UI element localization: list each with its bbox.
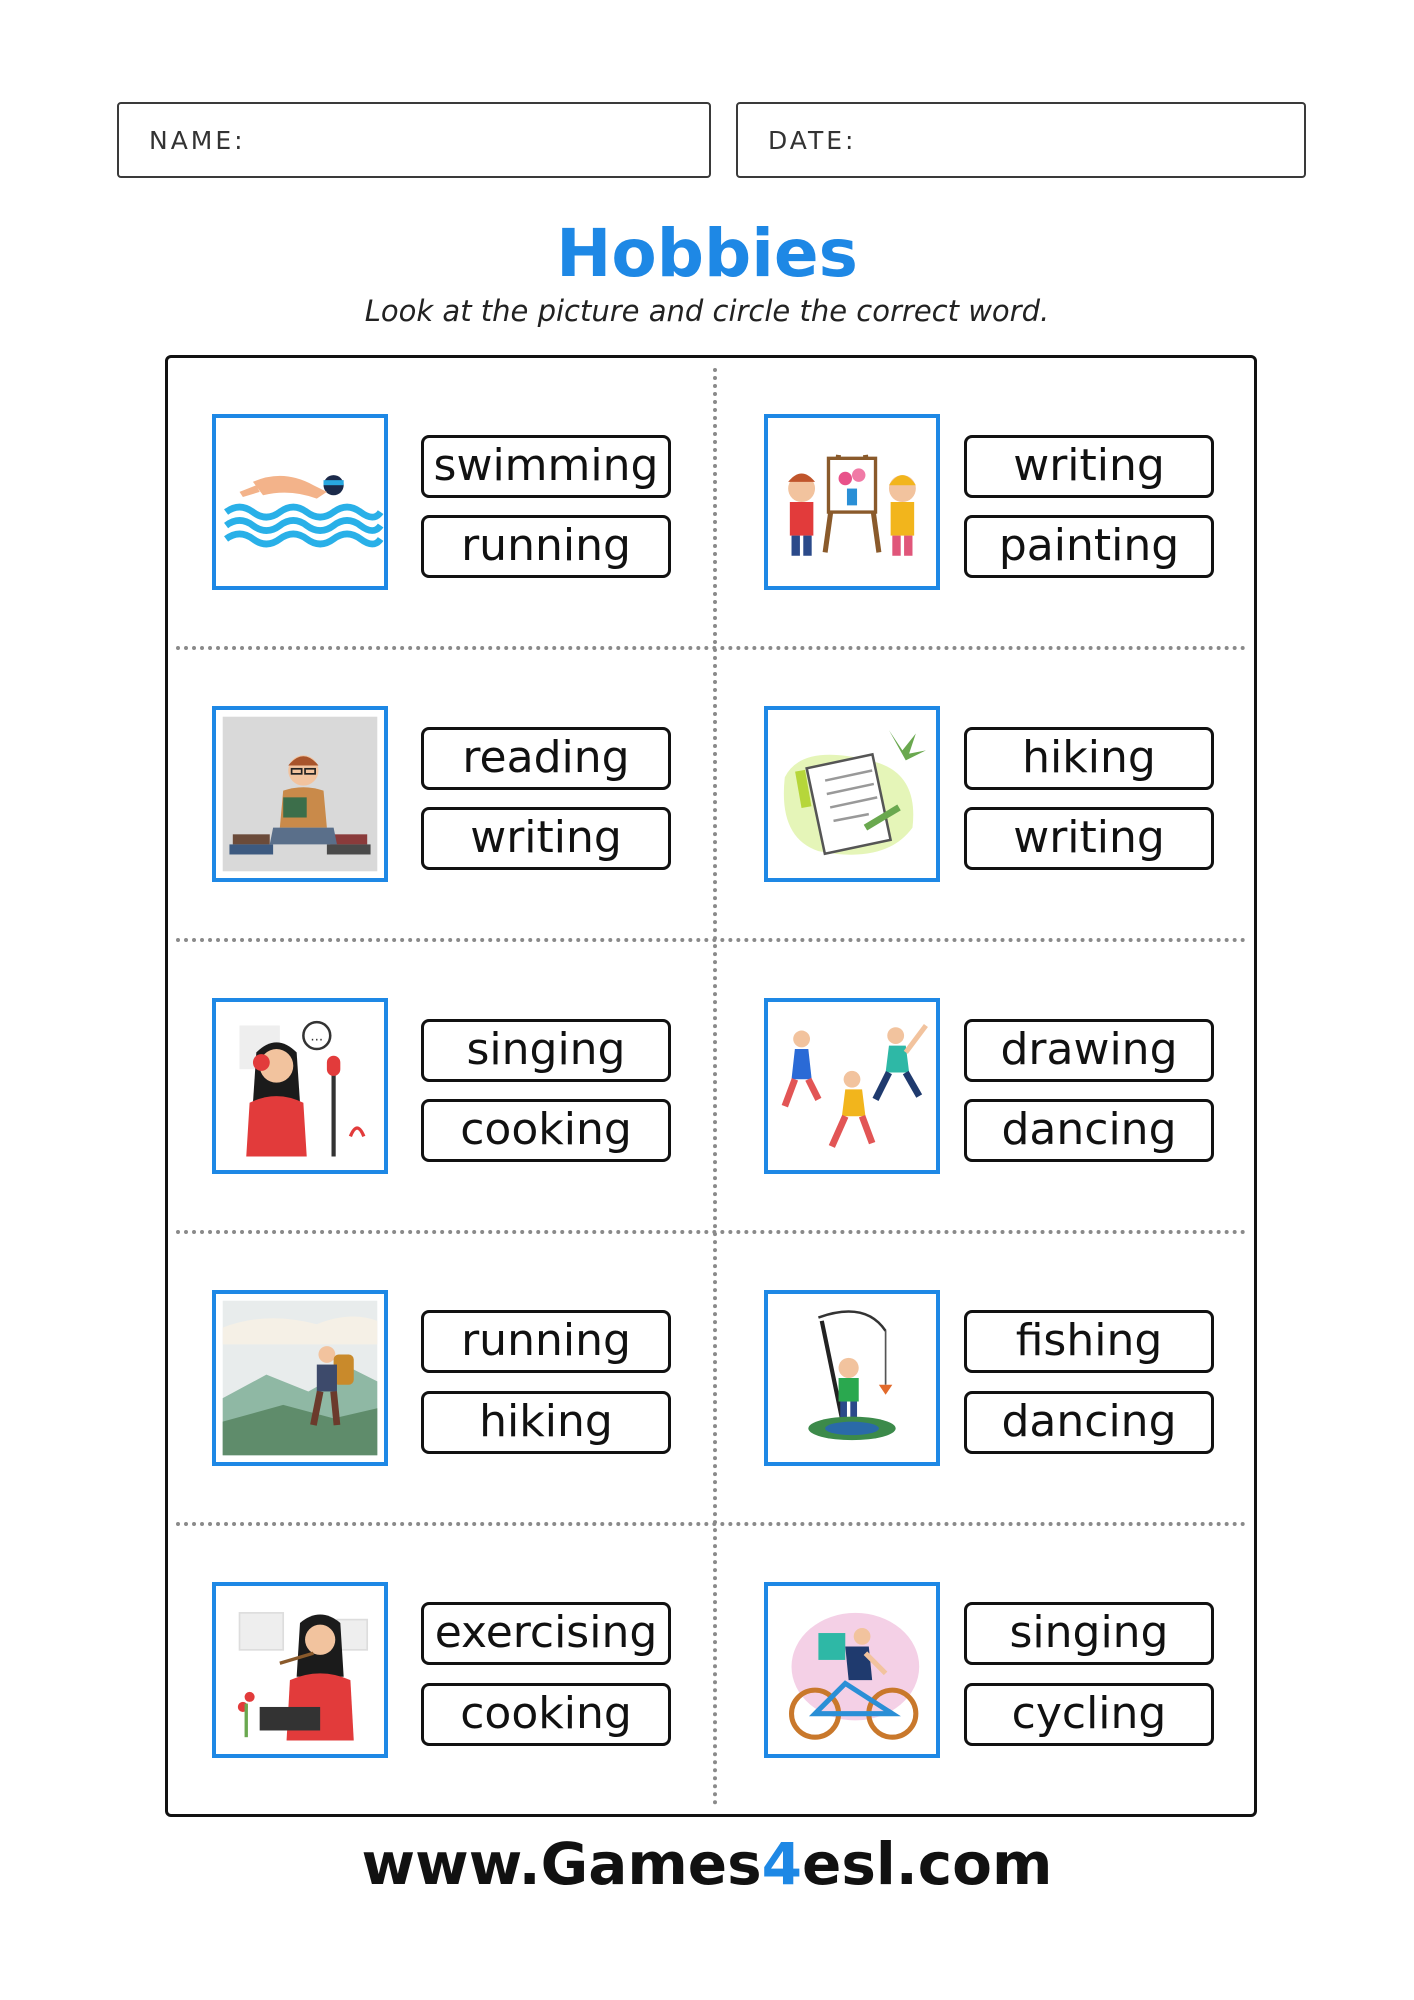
dancers-icon (764, 998, 940, 1174)
option-word[interactable]: dancing (964, 1099, 1214, 1162)
option-word[interactable]: cooking (421, 1683, 671, 1746)
option-word[interactable]: hiking (421, 1391, 671, 1454)
option-word[interactable]: fishing (964, 1310, 1214, 1373)
hiker-icon (212, 1290, 388, 1466)
footer-prefix: www.Games (361, 1830, 762, 1898)
option-word[interactable]: running (421, 1310, 671, 1373)
option-word[interactable]: hiking (964, 727, 1214, 790)
svg-text:...: ... (310, 1029, 324, 1045)
row-divider (176, 938, 1246, 942)
option-word[interactable]: exercising (421, 1602, 671, 1665)
option-word[interactable]: writing (964, 807, 1214, 870)
option-word[interactable]: reading (421, 727, 671, 790)
instructions: Look at the picture and circle the correct word. (364, 294, 1050, 328)
option-word[interactable]: drawing (964, 1019, 1214, 1082)
option-word[interactable]: singing (421, 1019, 671, 1082)
writing-notebook-icon (764, 706, 940, 882)
option-word[interactable]: writing (421, 807, 671, 870)
option-word[interactable]: cycling (964, 1683, 1214, 1746)
option-word[interactable]: writing (964, 435, 1214, 498)
date-field[interactable] (736, 102, 1306, 178)
vertical-divider (713, 368, 717, 1806)
row-divider (176, 1522, 1246, 1526)
option-word[interactable]: cooking (421, 1099, 671, 1162)
cyclist-icon (764, 1582, 940, 1758)
name-field[interactable] (117, 102, 711, 178)
option-word[interactable]: painting (964, 515, 1214, 578)
footer-number: 4 (761, 1830, 803, 1898)
painting-kids-icon (764, 414, 940, 590)
fishing-boy-icon (764, 1290, 940, 1466)
reading-man-icon (212, 706, 388, 882)
website-footer[interactable] (0, 1830, 1414, 1898)
option-word[interactable]: dancing (964, 1391, 1214, 1454)
option-word[interactable]: singing (964, 1602, 1214, 1665)
option-word[interactable]: swimming (421, 435, 671, 498)
row-divider (176, 646, 1246, 650)
name-label: NAME: (149, 126, 246, 155)
cooking-woman-icon (212, 1582, 388, 1758)
singer-woman-icon (212, 998, 388, 1174)
date-label: DATE: (768, 126, 857, 155)
page-title: Hobbies (556, 215, 858, 292)
footer-suffix: esl.com (802, 1830, 1053, 1898)
row-divider (176, 1230, 1246, 1234)
option-word[interactable]: running (421, 515, 671, 578)
swimmer-icon (212, 414, 388, 590)
